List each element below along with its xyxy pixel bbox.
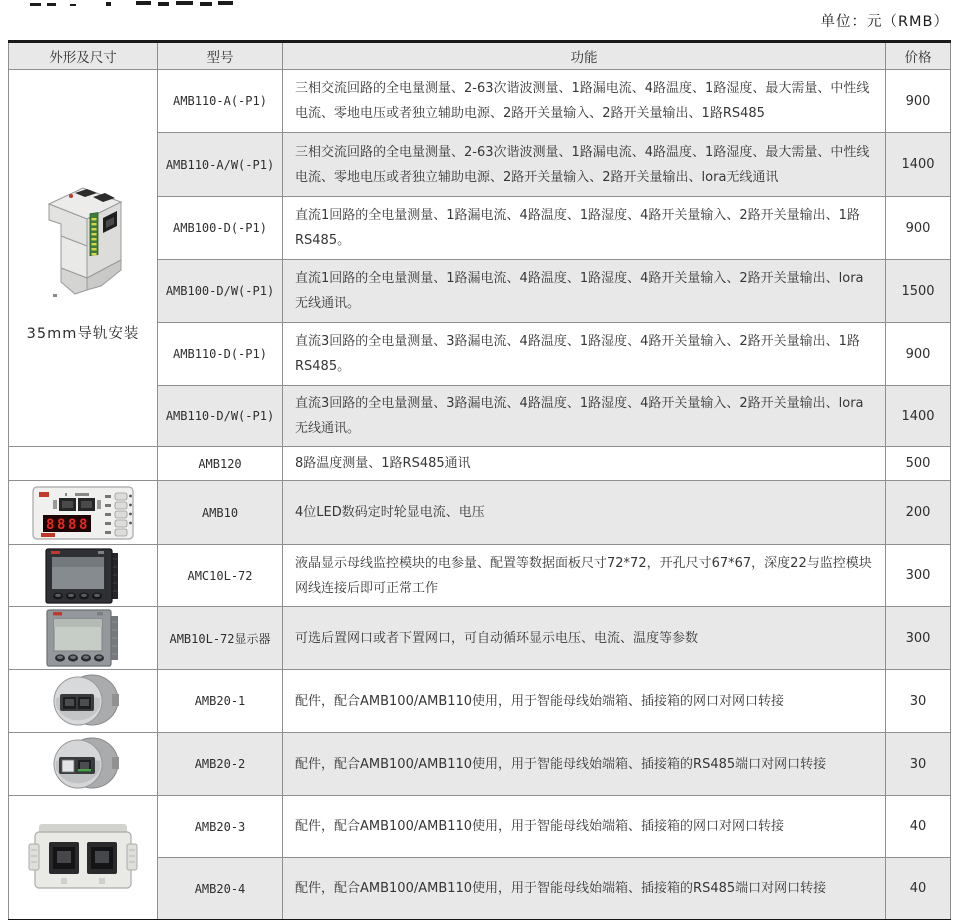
function-cell: 液晶显示母线监控模块的电参量、配置等数据面板尺寸72*72，开孔尺寸67*67，深度22与监控模块网线连接后即可正常工作 [283,545,886,607]
amb10-led-meter-photo [31,485,135,541]
function-cell: 直流3回路的全电量测量、3路漏电流、4路温度、1路湿度、4路开关量输入、2路开关量输出、lora无线通讯。 [283,386,886,447]
table-row [9,733,951,796]
function-cell: 8路温度测量、1路RS485通讯 [283,447,886,481]
amb20-1-round-adapter-photo [40,672,126,730]
table-row [9,447,951,481]
svg-text:8: 8 [68,516,77,533]
amb20-3-4-block-adapter-photo [27,818,139,898]
price-cell: 40 [886,858,951,920]
price-cell: 30 [886,733,951,796]
header-price: 价格 [886,42,951,70]
model-cell: AMB100-D(-P1) [158,197,283,260]
svg-text:8: 8 [79,516,88,533]
price-cell: 200 [886,481,951,545]
price-cell: 1400 [886,133,951,197]
price-cell: 900 [886,323,951,386]
price-cell: 300 [886,545,951,607]
function-cell: 三相交流回路的全电量测量、2-63次谐波测量、1路漏电流、4路温度、1路湿度、最大需量、中性线电流、零地电压或者独立辅助电源、2路开关量输入、2路开关量输出、lora无线通讯 [283,133,886,197]
price-cell: 40 [886,796,951,858]
din-rail-image-cell [9,70,158,447]
header-model: 型号 [158,42,283,70]
function-cell: 直流3回路的全电量测量、3路漏电流、4路温度、1路湿度、4路开关量输入、2路开关量输出、1路RS485。 [283,323,886,386]
model-cell: AMB20-4 [158,858,283,920]
function-cell: 可选后置网口或者下置网口，可自动循环显示电压、电流、温度等参数 [283,607,886,670]
function-cell: 三相交流回路的全电量测量、2-63次谐波测量、1路漏电流、4路温度、1路湿度、最大需量、中性线电流、零地电压或者独立辅助电源、2路开关量输入、2路开关量输出、1路RS485 [283,70,886,133]
price-cell: 30 [886,670,951,733]
din-rail-meter-photo [31,174,135,304]
model-cell: AMB110-D/W(-P1) [158,386,283,447]
model-cell: AMB10L-72显示器 [158,607,283,670]
model-cell: AMB10 [158,481,283,545]
svg-text:8: 8 [46,516,55,533]
svg-text:8: 8 [57,516,66,533]
function-cell: 4位LED数码定时轮显电流、电压 [283,481,886,545]
table-row [9,607,951,670]
empty-image-cell [9,447,158,481]
price-cell: 1400 [886,386,951,447]
function-cell: 配件，配合AMB100/AMB110使用，用于智能母线始端箱、插接箱的RS485端口对网口转接 [283,733,886,796]
amc10l-72-panel-meter-photo [44,547,122,605]
price-table [8,40,951,920]
amb10-image-cell [9,481,158,545]
price-cell: 1500 [886,260,951,323]
clipped-heading-fragment [10,0,260,8]
model-cell: AMB120 [158,447,283,481]
table-row [9,796,951,858]
header-row [9,42,951,70]
price-cell: 500 [886,447,951,481]
function-cell: 直流1回路的全电量测量、1路漏电流、4路温度、1路湿度、4路开关量输入、2路开关量输出、lora无线通讯。 [283,260,886,323]
model-cell: AMB20-1 [158,670,283,733]
function-cell: 直流1回路的全电量测量、1路漏电流、4路温度、1路湿度、4路开关量输入、2路开关量输出、1路RS485。 [283,197,886,260]
amb20-2-image-cell [9,733,158,796]
header-func: 功能 [283,42,886,70]
din-rail-caption: 35mm导轨安装 [26,325,140,342]
price-cell: 900 [886,197,951,260]
amc10l72-image-cell [9,545,158,607]
price-cell: 300 [886,607,951,670]
model-cell: AMB100-D/W(-P1) [158,260,283,323]
price-cell: 900 [886,70,951,133]
model-cell: AMB110-A/W(-P1) [158,133,283,197]
model-cell: AMB110-D(-P1) [158,323,283,386]
unit-label: 单位：元（RMB） [820,14,949,30]
model-cell: AMB110-A(-P1) [158,70,283,133]
table-row [9,70,951,133]
amb10l72-image-cell [9,607,158,670]
table-row [9,481,951,545]
table-row [9,670,951,733]
header-shape: 外形及尺寸 [9,42,158,70]
model-cell: AMC10L-72 [158,545,283,607]
function-cell: 配件，配合AMB100/AMB110使用，用于智能母线始端箱、插接箱的RS485端口对网口转接 [283,858,886,920]
amb10l-72-display-photo [45,608,121,668]
function-cell: 配件，配合AMB100/AMB110使用，用于智能母线始端箱、插接箱的网口对网口转接 [283,796,886,858]
model-cell: AMB20-3 [158,796,283,858]
table-row [9,545,951,607]
amb20-34-image-cell [9,796,158,920]
model-cell: AMB20-2 [158,733,283,796]
function-cell: 配件，配合AMB100/AMB110使用，用于智能母线始端箱、插接箱的网口对网口转接 [283,670,886,733]
amb20-1-image-cell [9,670,158,733]
page-top-bar [0,0,959,40]
amb20-2-round-adapter-photo [40,735,126,793]
